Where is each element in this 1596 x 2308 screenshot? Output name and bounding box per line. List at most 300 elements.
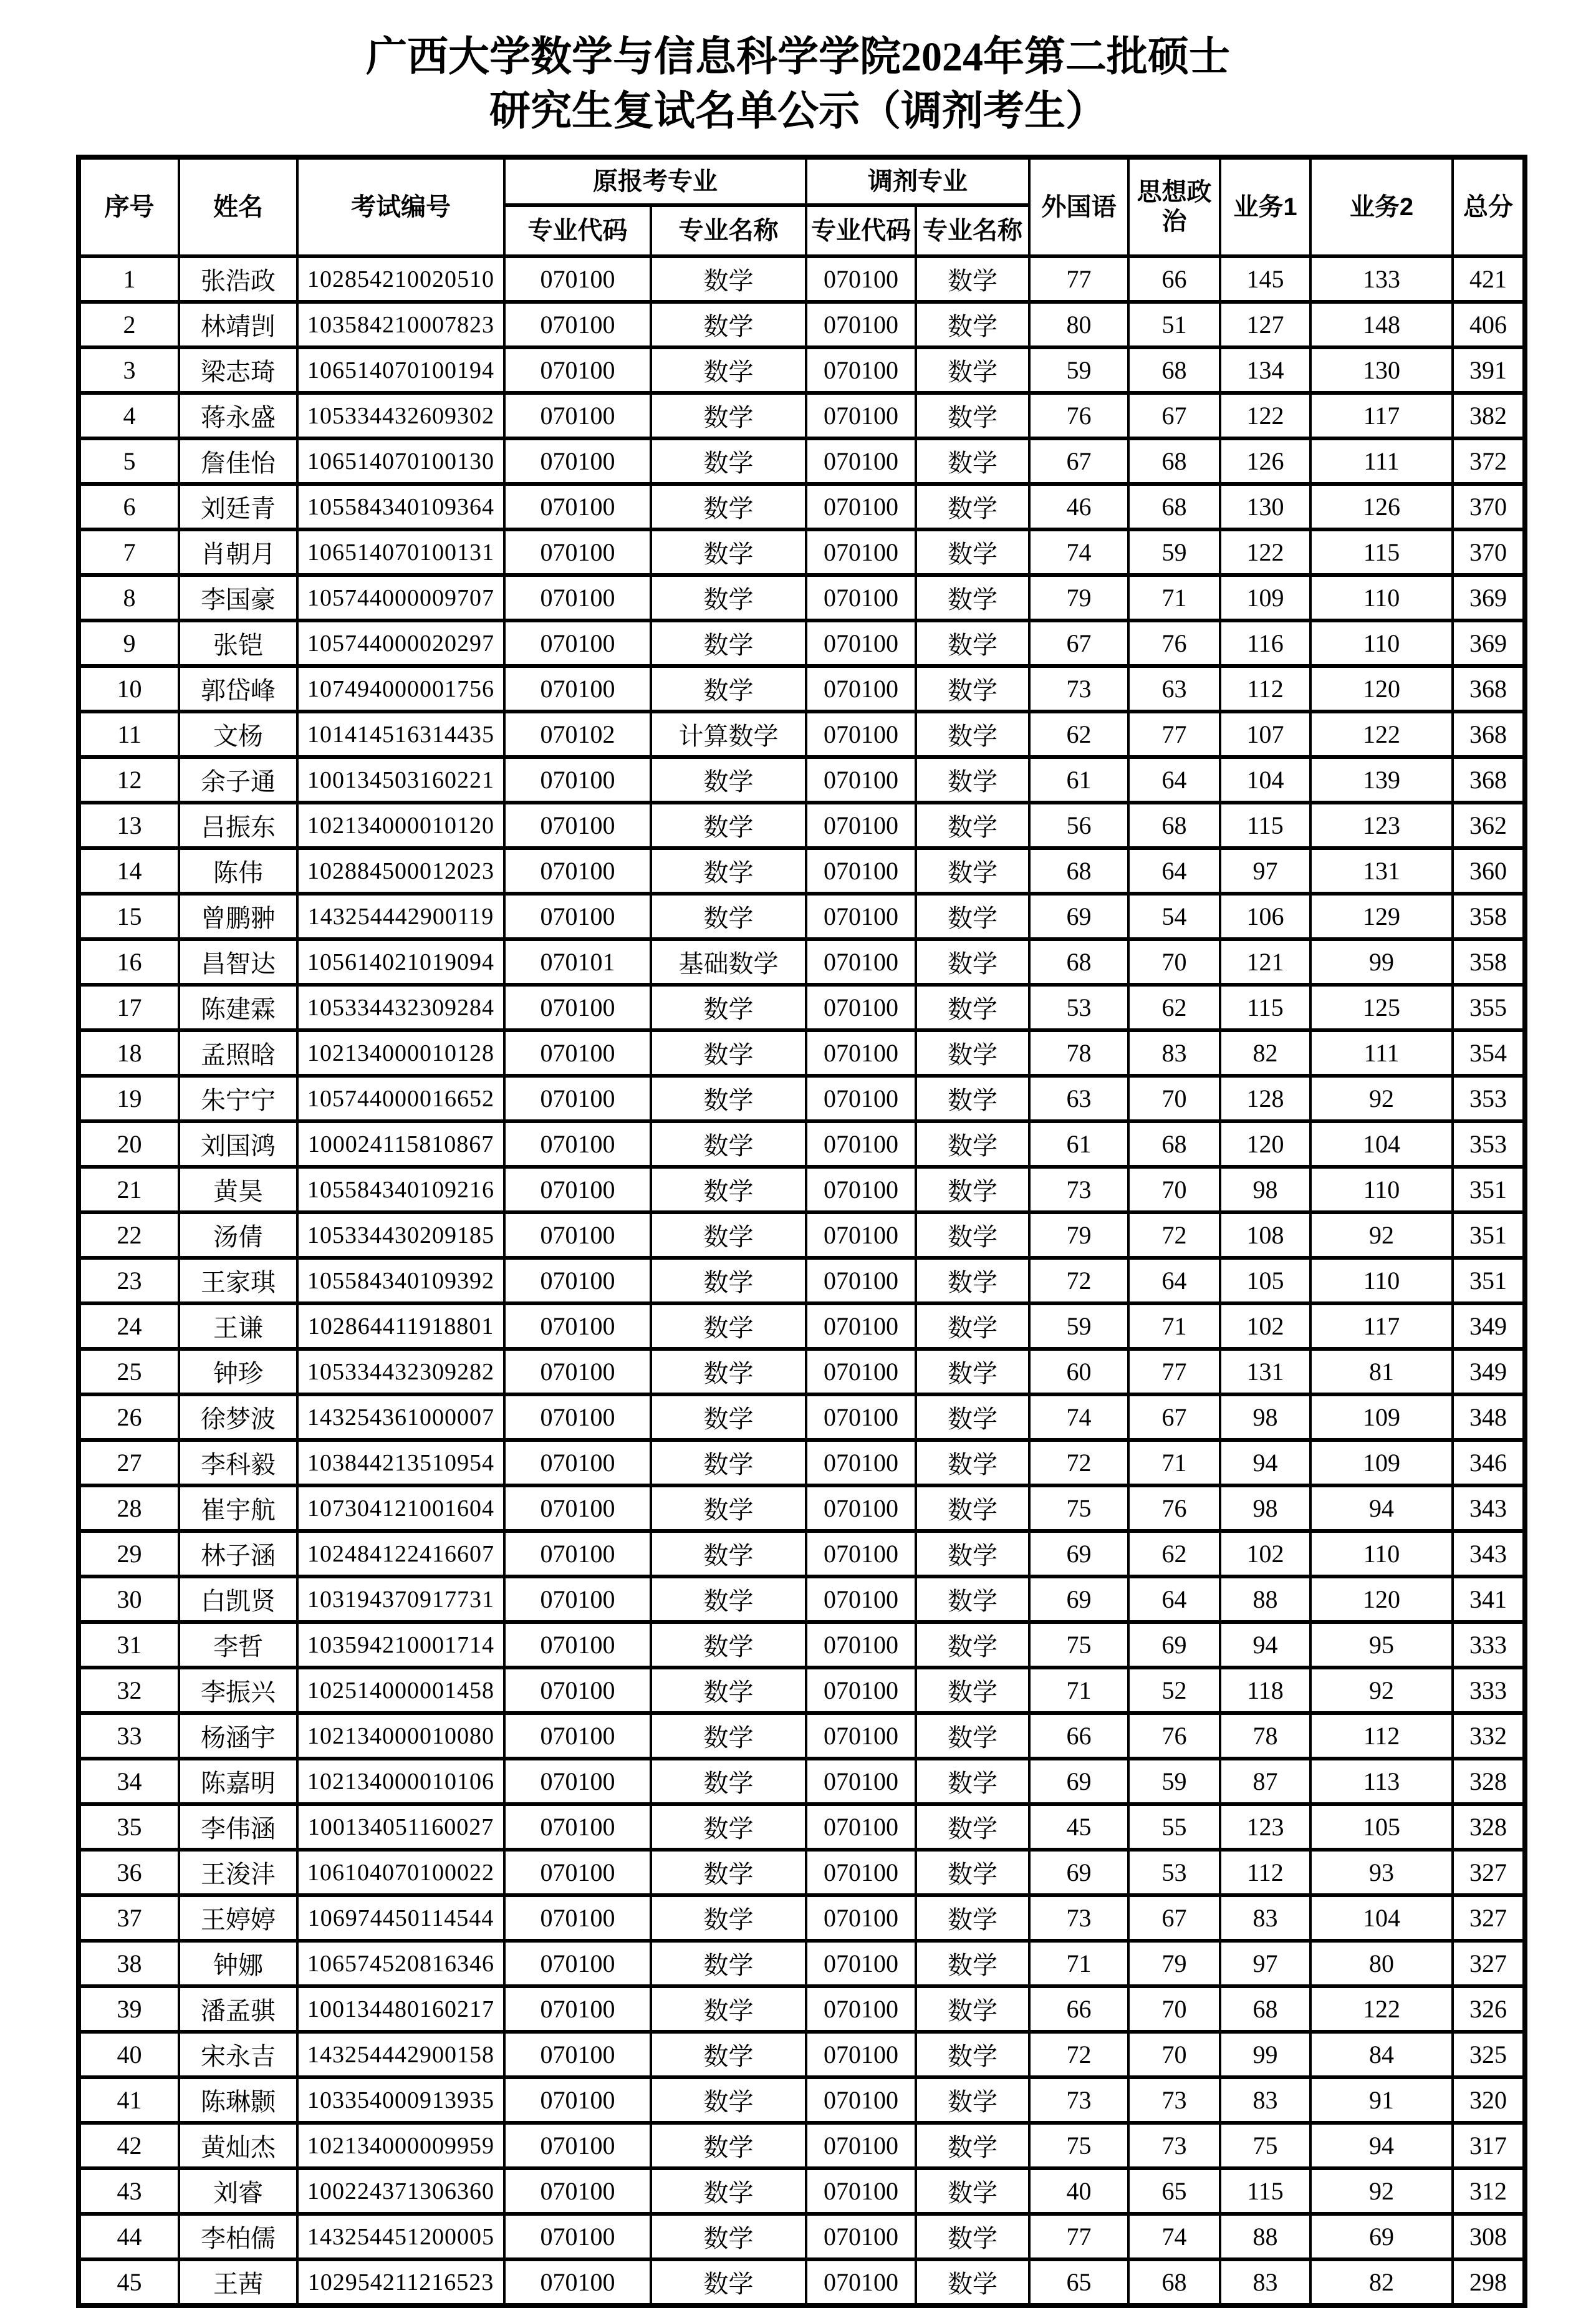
- cell-orig-major-name: 数学: [651, 1895, 806, 1941]
- cell-politics: 76: [1128, 1713, 1220, 1759]
- cell-adj-major-code: 070100: [806, 2123, 916, 2168]
- cell-exam-no: 105584340109364: [297, 484, 504, 529]
- cell-politics: 64: [1128, 1576, 1220, 1622]
- cell-adj-major-name: 数学: [916, 529, 1029, 575]
- cell-name: 林子涵: [179, 1531, 297, 1576]
- cell-business-2: 113: [1310, 1759, 1453, 1804]
- cell-name: 刘睿: [179, 2168, 297, 2214]
- table-row: [79, 1850, 1525, 1895]
- cell-name: 李国豪: [179, 575, 297, 620]
- cell-politics: 64: [1128, 848, 1220, 894]
- cell-seq: 30: [79, 1576, 179, 1622]
- cell-adj-major-code: 070100: [806, 2032, 916, 2077]
- cell-business-1: 94: [1220, 1622, 1310, 1668]
- cell-adj-major-code: 070100: [806, 1349, 916, 1394]
- cell-business-2: 110: [1310, 575, 1453, 620]
- cell-business-1: 112: [1220, 1850, 1310, 1895]
- header-seq: 序号: [79, 157, 179, 256]
- cell-exam-no: 102884500012023: [297, 848, 504, 894]
- cell-foreign-language: 61: [1029, 757, 1128, 803]
- cell-exam-no: 102134000010128: [297, 1030, 504, 1076]
- table-row: [79, 347, 1525, 393]
- header-foreign-language: 外国语: [1029, 157, 1128, 256]
- cell-foreign-language: 79: [1029, 575, 1128, 620]
- cell-total: 333: [1453, 1622, 1525, 1668]
- title-line-1: 广西大学数学与信息科学学院2024年第二批硕士: [366, 34, 1230, 80]
- cell-business-1: 116: [1220, 620, 1310, 666]
- cell-adj-major-name: 数学: [916, 2123, 1029, 2168]
- table-row: [79, 712, 1525, 757]
- cell-total: 358: [1453, 894, 1525, 939]
- cell-business-2: 95: [1310, 1622, 1453, 1668]
- cell-business-2: 110: [1310, 1531, 1453, 1576]
- cell-seq: 40: [79, 2032, 179, 2077]
- cell-orig-major-code: 070100: [504, 2168, 651, 2214]
- cell-orig-major-code: 070100: [504, 1349, 651, 1394]
- cell-politics: 52: [1128, 1668, 1220, 1713]
- cell-business-2: 94: [1310, 2123, 1453, 2168]
- cell-adj-major-code: 070100: [806, 848, 916, 894]
- cell-business-1: 106: [1220, 894, 1310, 939]
- cell-seq: 34: [79, 1759, 179, 1804]
- cell-foreign-language: 66: [1029, 1713, 1128, 1759]
- cell-exam-no: 102864411918801: [297, 1303, 504, 1349]
- cell-adj-major-name: 数学: [916, 1076, 1029, 1121]
- cell-foreign-language: 77: [1029, 2214, 1128, 2259]
- cell-orig-major-name: 数学: [651, 1121, 806, 1167]
- cell-orig-major-name: 数学: [651, 2259, 806, 2306]
- cell-exam-no: 100134051160027: [297, 1804, 504, 1850]
- cell-orig-major-name: 数学: [651, 1258, 806, 1303]
- cell-exam-no: 143254442900158: [297, 2032, 504, 2077]
- cell-orig-major-name: 数学: [651, 529, 806, 575]
- cell-foreign-language: 69: [1029, 1531, 1128, 1576]
- cell-name: 杨涵宇: [179, 1713, 297, 1759]
- cell-orig-major-code: 070100: [504, 1030, 651, 1076]
- table-row: [79, 2077, 1525, 2123]
- cell-adj-major-name: 数学: [916, 2077, 1029, 2123]
- table-row: [79, 393, 1525, 438]
- cell-seq: 43: [79, 2168, 179, 2214]
- cell-foreign-language: 69: [1029, 1576, 1128, 1622]
- cell-adj-major-name: 数学: [916, 575, 1029, 620]
- cell-total: 353: [1453, 1076, 1525, 1121]
- cell-adj-major-code: 070100: [806, 757, 916, 803]
- table-row: [79, 484, 1525, 529]
- cell-adj-major-name: 数学: [916, 2214, 1029, 2259]
- cell-exam-no: 143254451200005: [297, 2214, 504, 2259]
- cell-orig-major-code: 070100: [504, 1440, 651, 1485]
- cell-seq: 42: [79, 2123, 179, 2168]
- cell-foreign-language: 46: [1029, 484, 1128, 529]
- cell-exam-no: 106514070100130: [297, 438, 504, 484]
- cell-business-2: 110: [1310, 620, 1453, 666]
- cell-seq: 8: [79, 575, 179, 620]
- cell-seq: 1: [79, 256, 179, 302]
- cell-seq: 4: [79, 393, 179, 438]
- cell-total: 372: [1453, 438, 1525, 484]
- cell-adj-major-name: 数学: [916, 484, 1029, 529]
- cell-business-2: 105: [1310, 1804, 1453, 1850]
- cell-exam-no: 103354000913935: [297, 2077, 504, 2123]
- cell-politics: 68: [1128, 484, 1220, 529]
- cell-orig-major-name: 计算数学: [651, 712, 806, 757]
- cell-adj-major-code: 070100: [806, 438, 916, 484]
- table-row: [79, 2259, 1525, 2306]
- table-row: [79, 256, 1525, 302]
- cell-business-2: 117: [1310, 393, 1453, 438]
- table-row: [79, 302, 1525, 347]
- cell-exam-no: 102134000010120: [297, 803, 504, 848]
- cell-business-2: 104: [1310, 1121, 1453, 1167]
- table-row: [79, 985, 1525, 1030]
- cell-adj-major-code: 070100: [806, 1850, 916, 1895]
- cell-business-2: 94: [1310, 1485, 1453, 1531]
- cell-seq: 7: [79, 529, 179, 575]
- cell-adj-major-code: 070100: [806, 1531, 916, 1576]
- cell-business-2: 92: [1310, 2168, 1453, 2214]
- cell-adj-major-name: 数学: [916, 1895, 1029, 1941]
- table-row: [79, 438, 1525, 484]
- cell-orig-major-code: 070100: [504, 2123, 651, 2168]
- cell-total: 369: [1453, 575, 1525, 620]
- cell-orig-major-code: 070100: [504, 484, 651, 529]
- cell-orig-major-code: 070100: [504, 1759, 651, 1804]
- cell-adj-major-name: 数学: [916, 757, 1029, 803]
- cell-orig-major-name: 数学: [651, 2214, 806, 2259]
- cell-business-1: 88: [1220, 1576, 1310, 1622]
- cell-business-1: 102: [1220, 1531, 1310, 1576]
- cell-orig-major-code: 070100: [504, 2077, 651, 2123]
- cell-orig-major-name: 数学: [651, 484, 806, 529]
- cell-total: 298: [1453, 2259, 1525, 2306]
- cell-total: 320: [1453, 2077, 1525, 2123]
- table-row: [79, 939, 1525, 985]
- cell-business-1: 68: [1220, 1986, 1310, 2032]
- cell-business-2: 139: [1310, 757, 1453, 803]
- cell-exam-no: 100134480160217: [297, 1986, 504, 2032]
- cell-business-2: 126: [1310, 484, 1453, 529]
- cell-orig-major-name: 数学: [651, 1850, 806, 1895]
- cell-seq: 16: [79, 939, 179, 985]
- cell-foreign-language: 79: [1029, 1212, 1128, 1258]
- table-header: [79, 157, 1525, 256]
- cell-orig-major-name: 数学: [651, 1804, 806, 1850]
- header-orig-major-name: 专业名称: [651, 205, 806, 256]
- cell-foreign-language: 59: [1029, 1303, 1128, 1349]
- header-original-major-group: 原报考专业: [504, 157, 806, 205]
- cell-orig-major-code: 070100: [504, 620, 651, 666]
- cell-business-2: 123: [1310, 803, 1453, 848]
- cell-politics: 70: [1128, 1076, 1220, 1121]
- table-row: [79, 1759, 1525, 1804]
- cell-foreign-language: 73: [1029, 1167, 1128, 1212]
- cell-business-2: 93: [1310, 1850, 1453, 1895]
- cell-adj-major-name: 数学: [916, 1941, 1029, 1986]
- cell-politics: 70: [1128, 2032, 1220, 2077]
- table-row: [79, 1941, 1525, 1986]
- cell-politics: 68: [1128, 1121, 1220, 1167]
- cell-adj-major-name: 数学: [916, 438, 1029, 484]
- cell-foreign-language: 76: [1029, 393, 1128, 438]
- cell-adj-major-code: 070100: [806, 939, 916, 985]
- table-row: [79, 529, 1525, 575]
- cell-business-1: 98: [1220, 1485, 1310, 1531]
- cell-orig-major-name: 数学: [651, 438, 806, 484]
- cell-business-2: 99: [1310, 939, 1453, 985]
- cell-seq: 6: [79, 484, 179, 529]
- cell-adj-major-code: 070100: [806, 1121, 916, 1167]
- cell-orig-major-code: 070102: [504, 712, 651, 757]
- cell-foreign-language: 73: [1029, 2077, 1128, 2123]
- page-title: [0, 0, 1596, 138]
- cell-total: 362: [1453, 803, 1525, 848]
- table-row: [79, 2214, 1525, 2259]
- cell-seq: 18: [79, 1030, 179, 1076]
- cell-business-1: 121: [1220, 939, 1310, 985]
- cell-orig-major-code: 070100: [504, 1531, 651, 1576]
- cell-business-1: 112: [1220, 666, 1310, 712]
- cell-business-2: 111: [1310, 1030, 1453, 1076]
- cell-total: 353: [1453, 1121, 1525, 1167]
- cell-seq: 44: [79, 2214, 179, 2259]
- cell-adj-major-name: 数学: [916, 1303, 1029, 1349]
- cell-seq: 10: [79, 666, 179, 712]
- cell-total: 325: [1453, 2032, 1525, 2077]
- cell-adj-major-name: 数学: [916, 1121, 1029, 1167]
- cell-orig-major-code: 070100: [504, 1076, 651, 1121]
- cell-business-1: 83: [1220, 1895, 1310, 1941]
- cell-seq: 31: [79, 1622, 179, 1668]
- header-name: 姓名: [179, 157, 297, 256]
- cell-foreign-language: 59: [1029, 347, 1128, 393]
- cell-business-1: 145: [1220, 256, 1310, 302]
- cell-foreign-language: 67: [1029, 620, 1128, 666]
- cell-politics: 71: [1128, 1440, 1220, 1485]
- cell-adj-major-code: 070100: [806, 666, 916, 712]
- cell-orig-major-code: 070100: [504, 666, 651, 712]
- table-row: [79, 757, 1525, 803]
- cell-seq: 25: [79, 1349, 179, 1394]
- cell-business-1: 115: [1220, 803, 1310, 848]
- table-row: [79, 894, 1525, 939]
- cell-foreign-language: 68: [1029, 939, 1128, 985]
- table-row: [79, 1030, 1525, 1076]
- cell-business-2: 125: [1310, 985, 1453, 1030]
- cell-seq: 5: [79, 438, 179, 484]
- cell-name: 王谦: [179, 1303, 297, 1349]
- cell-total: 328: [1453, 1804, 1525, 1850]
- cell-seq: 37: [79, 1895, 179, 1941]
- cell-business-1: 120: [1220, 1121, 1310, 1167]
- cell-politics: 77: [1128, 712, 1220, 757]
- cell-orig-major-name: 数学: [651, 1759, 806, 1804]
- cell-foreign-language: 68: [1029, 848, 1128, 894]
- cell-name: 汤倩: [179, 1212, 297, 1258]
- cell-adj-major-name: 数学: [916, 393, 1029, 438]
- cell-adj-major-code: 070100: [806, 1622, 916, 1668]
- cell-seq: 19: [79, 1076, 179, 1121]
- cell-total: 312: [1453, 2168, 1525, 2214]
- cell-business-2: 109: [1310, 1440, 1453, 1485]
- cell-adj-major-code: 070100: [806, 985, 916, 1030]
- cell-name: 詹佳怡: [179, 438, 297, 484]
- cell-seq: 24: [79, 1303, 179, 1349]
- cell-business-1: 115: [1220, 985, 1310, 1030]
- cell-name: 林靖剀: [179, 302, 297, 347]
- cell-orig-major-code: 070100: [504, 1303, 651, 1349]
- cell-orig-major-code: 070100: [504, 575, 651, 620]
- cell-politics: 77: [1128, 1349, 1220, 1394]
- cell-foreign-language: 75: [1029, 2123, 1128, 2168]
- cell-business-2: 84: [1310, 2032, 1453, 2077]
- cell-exam-no: 102954211216523: [297, 2259, 504, 2306]
- cell-adj-major-code: 070100: [806, 484, 916, 529]
- cell-business-2: 122: [1310, 1986, 1453, 2032]
- cell-politics: 67: [1128, 1394, 1220, 1440]
- cell-seq: 2: [79, 302, 179, 347]
- cell-adj-major-name: 数学: [916, 1713, 1029, 1759]
- cell-name: 徐梦波: [179, 1394, 297, 1440]
- cell-politics: 53: [1128, 1850, 1220, 1895]
- cell-name: 郭岱峰: [179, 666, 297, 712]
- cell-orig-major-name: 数学: [651, 2168, 806, 2214]
- table-row: [79, 666, 1525, 712]
- cell-business-1: 122: [1220, 529, 1310, 575]
- cell-exam-no: 106104070100022: [297, 1850, 504, 1895]
- cell-total: 368: [1453, 757, 1525, 803]
- cell-exam-no: 106514070100131: [297, 529, 504, 575]
- cell-total: 368: [1453, 666, 1525, 712]
- cell-seq: 14: [79, 848, 179, 894]
- cell-adj-major-code: 070100: [806, 1941, 916, 1986]
- cell-total: 351: [1453, 1167, 1525, 1212]
- cell-orig-major-name: 数学: [651, 1713, 806, 1759]
- cell-name: 黄灿杰: [179, 2123, 297, 2168]
- cell-foreign-language: 63: [1029, 1076, 1128, 1121]
- cell-business-2: 117: [1310, 1303, 1453, 1349]
- header-orig-major-code: 专业代码: [504, 205, 651, 256]
- cell-exam-no: 105584340109216: [297, 1167, 504, 1212]
- cell-orig-major-code: 070100: [504, 529, 651, 575]
- cell-seq: 32: [79, 1668, 179, 1713]
- cell-business-1: 122: [1220, 393, 1310, 438]
- cell-exam-no: 102134000010080: [297, 1713, 504, 1759]
- cell-name: 黄昊: [179, 1167, 297, 1212]
- cell-total: 327: [1453, 1895, 1525, 1941]
- cell-adj-major-name: 数学: [916, 1850, 1029, 1895]
- cell-politics: 67: [1128, 393, 1220, 438]
- cell-adj-major-code: 070100: [806, 393, 916, 438]
- cell-name: 朱宁宁: [179, 1076, 297, 1121]
- cell-name: 曾鹏翀: [179, 894, 297, 939]
- cell-foreign-language: 67: [1029, 438, 1128, 484]
- cell-politics: 74: [1128, 2214, 1220, 2259]
- header-adjusted-major-group: 调剂专业: [806, 157, 1029, 205]
- cell-name: 吕振东: [179, 803, 297, 848]
- cell-exam-no: 143254361000007: [297, 1394, 504, 1440]
- table-body: [79, 256, 1525, 2306]
- cell-orig-major-code: 070100: [504, 438, 651, 484]
- cell-exam-no: 107494000001756: [297, 666, 504, 712]
- cell-politics: 73: [1128, 2123, 1220, 2168]
- cell-orig-major-name: 数学: [651, 2032, 806, 2077]
- cell-politics: 70: [1128, 939, 1220, 985]
- cell-exam-no: 107304121001604: [297, 1485, 504, 1531]
- header-row-groups: [79, 157, 1525, 205]
- cell-business-2: 92: [1310, 1076, 1453, 1121]
- cell-name: 王茜: [179, 2259, 297, 2306]
- cell-foreign-language: 69: [1029, 894, 1128, 939]
- cell-adj-major-name: 数学: [916, 803, 1029, 848]
- cell-exam-no: 103194370917731: [297, 1576, 504, 1622]
- cell-politics: 76: [1128, 620, 1220, 666]
- cell-orig-major-code: 070100: [504, 2214, 651, 2259]
- cell-business-2: 115: [1310, 529, 1453, 575]
- cell-foreign-language: 80: [1029, 302, 1128, 347]
- cell-total: 328: [1453, 1759, 1525, 1804]
- cell-foreign-language: 77: [1029, 256, 1128, 302]
- cell-exam-no: 102514000001458: [297, 1668, 504, 1713]
- cell-politics: 59: [1128, 1759, 1220, 1804]
- cell-name: 钟娜: [179, 1941, 297, 1986]
- cell-name: 蒋永盛: [179, 393, 297, 438]
- cell-foreign-language: 72: [1029, 1258, 1128, 1303]
- cell-name: 钟珍: [179, 1349, 297, 1394]
- table-row: [79, 1713, 1525, 1759]
- cell-politics: 59: [1128, 529, 1220, 575]
- cell-orig-major-code: 070100: [504, 1258, 651, 1303]
- header-business-2: 业务2: [1310, 157, 1453, 256]
- cell-total: 370: [1453, 484, 1525, 529]
- cell-adj-major-code: 070100: [806, 1986, 916, 2032]
- cell-business-1: 98: [1220, 1394, 1310, 1440]
- table-row: [79, 1212, 1525, 1258]
- cell-seq: 22: [79, 1212, 179, 1258]
- cell-seq: 29: [79, 1531, 179, 1576]
- cell-name: 陈伟: [179, 848, 297, 894]
- cell-foreign-language: 66: [1029, 1986, 1128, 2032]
- cell-adj-major-code: 070100: [806, 712, 916, 757]
- cell-orig-major-name: 数学: [651, 1622, 806, 1668]
- cell-business-1: 97: [1220, 1941, 1310, 1986]
- cell-adj-major-name: 数学: [916, 1349, 1029, 1394]
- cell-total: 355: [1453, 985, 1525, 1030]
- cell-name: 肖朝月: [179, 529, 297, 575]
- cell-politics: 54: [1128, 894, 1220, 939]
- cell-business-1: 131: [1220, 1349, 1310, 1394]
- cell-business-2: 112: [1310, 1713, 1453, 1759]
- cell-foreign-language: 75: [1029, 1622, 1128, 1668]
- cell-name: 陈琳颢: [179, 2077, 297, 2123]
- cell-name: 李伟涵: [179, 1804, 297, 1850]
- table-row: [79, 1076, 1525, 1121]
- cell-foreign-language: 71: [1029, 1941, 1128, 1986]
- cell-politics: 63: [1128, 666, 1220, 712]
- cell-orig-major-code: 070100: [504, 1212, 651, 1258]
- cell-name: 潘孟骐: [179, 1986, 297, 2032]
- cell-orig-major-name: 数学: [651, 757, 806, 803]
- cell-orig-major-code: 070100: [504, 1941, 651, 1986]
- cell-adj-major-code: 070100: [806, 2168, 916, 2214]
- cell-total: 382: [1453, 393, 1525, 438]
- cell-business-2: 92: [1310, 1212, 1453, 1258]
- cell-name: 刘国鸿: [179, 1121, 297, 1167]
- cell-orig-major-code: 070100: [504, 347, 651, 393]
- cell-total: 391: [1453, 347, 1525, 393]
- cell-name: 张浩政: [179, 256, 297, 302]
- cell-total: 333: [1453, 1668, 1525, 1713]
